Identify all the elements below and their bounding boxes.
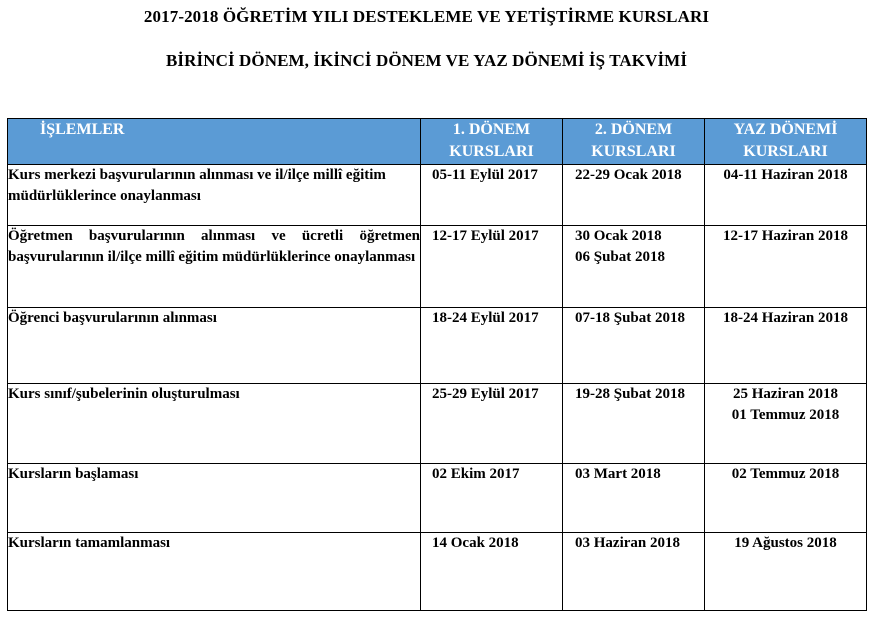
term1-date: 12-17 Eylül 2017 [421, 226, 563, 308]
header-summer [705, 119, 867, 165]
header-term1 [421, 119, 563, 165]
term2-date: 19-28 Şubat 2018 [563, 384, 705, 464]
table-header-row [8, 119, 867, 165]
summer-date: 04-11 Haziran 2018 [705, 165, 867, 226]
operation-cell: Kurs sınıf/şubelerinin oluşturulması [8, 384, 421, 464]
summer-date [705, 384, 867, 464]
document-subtitle: BİRİNCİ DÖNEM, İKİNCİ DÖNEM VE YAZ DÖNEMİ İŞ TAKVİMİ [165, 51, 688, 70]
term1-date: 18-24 Eylül 2017 [421, 308, 563, 384]
summer-date: 02 Temmuz 2018 [705, 464, 867, 533]
table-row [8, 308, 867, 384]
header-term2-line1: 2. DÖNEM [594, 121, 673, 138]
summer-date: 19 Ağustos 2018 [705, 533, 867, 611]
term1-date: 02 Ekim 2017 [421, 464, 563, 533]
header-operations: İŞLEMLER [8, 119, 421, 165]
term1-date: 05-11 Eylül 2017 [421, 165, 563, 226]
header-term2-line2: KURSLARI [591, 143, 676, 160]
term1-date: 25-29 Eylül 2017 [421, 384, 563, 464]
term2-date: 03 Mart 2018 [563, 464, 705, 533]
summer-date: 18-24 Haziran 2018 [705, 308, 867, 384]
document-title: 2017-2018 ÖĞRETİM YILI DESTEKLEME VE YETİŞTİRME KURSLARI [143, 7, 710, 26]
term1-date: 14 Ocak 2018 [421, 533, 563, 611]
header-term2 [563, 119, 705, 165]
term2-date: 22-29 Ocak 2018 [563, 165, 705, 226]
table-row [8, 226, 867, 308]
table-row [8, 533, 867, 611]
header-term1-line1: 1. DÖNEM [452, 121, 531, 138]
term2-date-line2: 06 Şubat 2018 [575, 249, 666, 265]
term2-date: 03 Haziran 2018 [563, 533, 705, 611]
operation-cell: Öğrenci başvurularının alınması [8, 308, 421, 384]
term2-date [563, 226, 705, 308]
header-summer-line1: YAZ DÖNEMİ [733, 121, 838, 138]
operation-cell: Kurs merkezi başvurularının alınması ve il/ilçe millî eğitim müdürlüklerince onaylanması [8, 165, 421, 226]
operation-cell: Kursların tamamlanması [8, 533, 421, 611]
operation-cell: Kursların başlaması [8, 464, 421, 533]
table-row [8, 384, 867, 464]
summer-date: 12-17 Haziran 2018 [705, 226, 867, 308]
table-row [8, 464, 867, 533]
summer-date-line2: 01 Temmuz 2018 [731, 407, 840, 423]
header-summer-line2: KURSLARI [743, 143, 828, 160]
table-row [8, 165, 867, 226]
operation-cell: Öğretmen başvurularının alınması ve ücretli öğretmen başvurularının il/ilçe millî eğitim müdürlüklerince onaylanması [8, 226, 421, 308]
schedule-table [7, 118, 867, 611]
summer-date-line1: 25 Haziran 2018 [733, 386, 838, 402]
header-term1-line2: KURSLARI [449, 143, 534, 160]
term2-date-line1: 30 Ocak 2018 [575, 228, 662, 244]
term2-date: 07-18 Şubat 2018 [563, 308, 705, 384]
